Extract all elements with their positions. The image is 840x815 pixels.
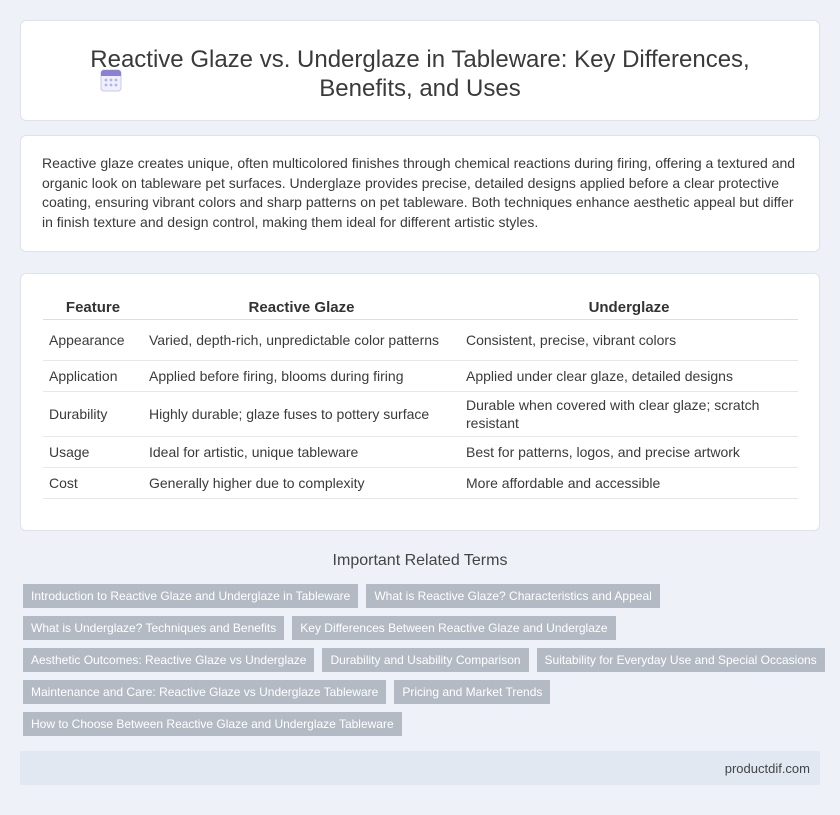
table-cell: Cost (43, 468, 143, 499)
related-term-tag[interactable]: Suitability for Everyday Use and Special Occasions (537, 648, 825, 672)
table-row (43, 468, 798, 499)
related-term-tag[interactable]: Introduction to Reactive Glaze and Underglaze in Tableware (23, 584, 358, 608)
page-title-line-2: Benefits, and Uses (319, 75, 521, 102)
page-title-line-1: Reactive Glaze vs. Underglaze in Tableware: Key Differences, (90, 46, 750, 73)
comparison-table (43, 295, 798, 499)
table-cell: Generally higher due to complexity (143, 468, 460, 499)
table-cell: Application (43, 361, 143, 392)
table-cell: Durable when covered with clear glaze; scratch resistant (460, 392, 798, 437)
table-cell: Consistent, precise, vibrant colors (460, 320, 798, 361)
related-term-tag[interactable]: What is Reactive Glaze? Characteristics and Appeal (366, 584, 659, 608)
table-cell: Usage (43, 437, 143, 468)
table-cell: Ideal for artistic, unique tableware (143, 437, 460, 468)
table-cell: More affordable and accessible (460, 468, 798, 499)
related-term-tag[interactable]: Key Differences Between Reactive Glaze and Underglaze (292, 616, 615, 640)
table-row (43, 392, 798, 437)
table-cell: Varied, depth-rich, unpredictable color patterns (143, 320, 460, 361)
related-term-tag[interactable]: Maintenance and Care: Reactive Glaze vs Underglaze Tableware (23, 680, 386, 704)
footer-bar (20, 751, 820, 785)
table-cell: Best for patterns, logos, and precise artwork (460, 437, 798, 468)
related-term-tag[interactable]: Pricing and Market Trends (394, 680, 550, 704)
column-header-reactive-glaze: Reactive Glaze (143, 295, 460, 320)
related-term-tag[interactable]: How to Choose Between Reactive Glaze and Underglaze Tableware (23, 712, 402, 736)
table-header-row (43, 295, 798, 320)
table-cell: Applied under clear glaze, detailed designs (460, 361, 798, 392)
intro-card (20, 135, 820, 252)
intro-paragraph: Reactive glaze creates unique, often multicolored finishes through chemical reactions during firing, offering a textured and organic look on tableware pet surfaces. Underglaze provides precise, detailed designs applied before a clear protective coating, ensuring vibrant colors and sharp patterns on pet tableware. Both techniques enhance aesthetic appeal but differ in finish texture and design control, making them ideal for different artistic styles. (42, 155, 796, 230)
comparison-table-card (20, 273, 820, 531)
related-term-tag[interactable]: What is Underglaze? Techniques and Benefits (23, 616, 284, 640)
table-row (43, 361, 798, 392)
related-terms-list (23, 584, 823, 744)
related-terms-heading: Important Related Terms (332, 552, 508, 569)
table-cell: Highly durable; glaze fuses to pottery surface (143, 392, 460, 437)
table-cell: Appearance (43, 320, 143, 361)
title-card (20, 20, 820, 121)
table-cell: Applied before firing, blooms during firing (143, 361, 460, 392)
column-header-underglaze: Underglaze (460, 295, 798, 320)
table-cell: Durability (43, 392, 143, 437)
page-title (21, 45, 819, 103)
related-term-tag[interactable]: Aesthetic Outcomes: Reactive Glaze vs Underglaze (23, 648, 314, 672)
table-row (43, 320, 798, 361)
table-row (43, 437, 798, 468)
column-header-feature: Feature (43, 295, 143, 320)
related-term-tag[interactable]: Durability and Usability Comparison (322, 648, 528, 672)
site-name[interactable]: productdif.com (724, 761, 810, 776)
